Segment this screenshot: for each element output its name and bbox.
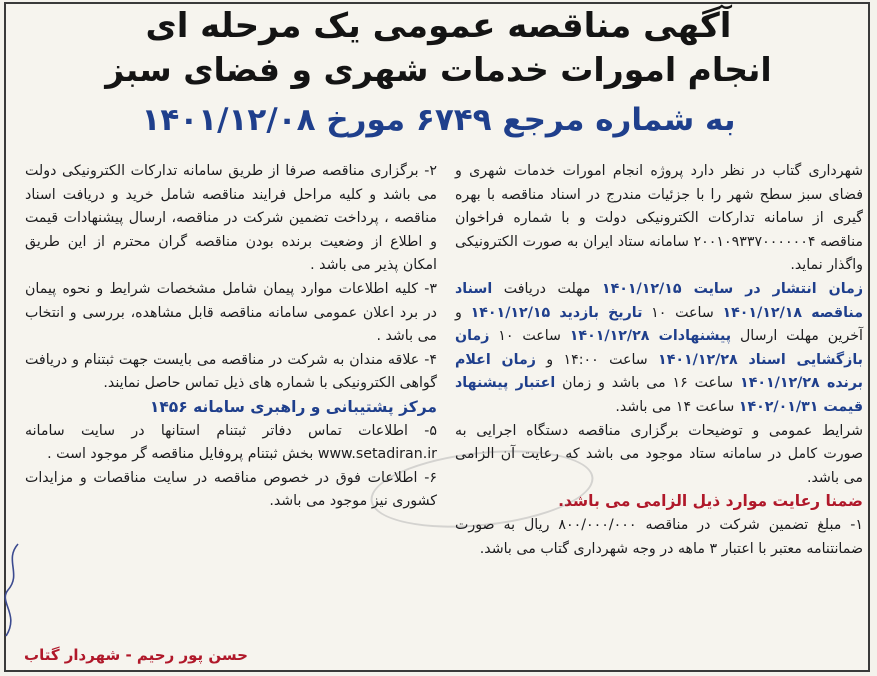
docs-deadline: اسناد مناقصه ۱۴۰۱/۱۲/۱۸ [455,280,863,321]
signature: حسن پور رحیم - شهردار گتاب [24,646,248,664]
opening-date: زمان بازگشایی اسناد ۱۴۰۱/۱۲/۲۸ [455,328,863,368]
deadline-text: و آخرین مهلت ارسال [455,304,863,345]
item-1: ۱- مبلغ تضمین شرکت در مناقصه ۸۰۰/۰۰۰/۰۰۰ ریال به صورت ضمانتنامه معتبر با اعتبار ۳ ماهه در وجه شهرداری گتاب می باشد. [455,516,863,557]
opening-text: ساعت ۱۴:۰۰ و [535,351,659,368]
visit-date: تاریخ بازدید ۱۴۰۱/۱۲/۱۵ [470,304,643,321]
intro-paragraph: شهرداری گتاب در نظر دارد پروژه انجام امورات خدمات شهری و فضای سبز سطح شهر را با جزئیات مندرج در اسناد مناقصه با بهره گیری از سامانه تدارکات الکترونیکی دولت و با شماره فراخوان مناقصه ۲۰۰۱۰۹۳۳۷۰۰۰۰۰۰۴ سامانه ستاد ایران به صورت الکترونیکی واگذار نماید. [455,163,863,274]
item-4: ۴- علاقه مندان به شرکت در مناقصه می بایست جهت ثبتنام و دریافت گواهی الکترونیکی با شماره های ذیل تماس حاصل نمایند. [25,351,437,392]
left-column [25,160,437,514]
notice-subtitle: انجام امورات خدمات شهری و فضای سبز [105,50,772,89]
validity-date: اعتبار پیشنهاد قیمت ۱۴۰۲/۰۱/۳۱ [455,375,863,415]
item-6: ۶- اطلاعات فوق در خصوص مناقصه در سایت مناقصات و مزایدات کشوری نیز موجود می باشد. [25,469,437,510]
docs-text: ساعت ۱۰ [642,304,723,321]
winner-text: ساعت ۱۶ می باشد و زمان [555,375,741,392]
conditions-paragraph: شرایط عمومی و توضیحات برگزاری مناقصه دستگاه اجرایی به صورت کامل در سامانه ستاد موجود می باشد که رعایت آن الزامی می باشد. [455,422,863,486]
item-2: ۲- برگزاری مناقصه صرفا از طریق سامانه تدارکات الکترونیکی دولت می باشد و کلیه مراحل فرایند مناقصه شامل خرید و دریافت اسناد مناقصه ، پرداخت تضمین شرکت در مناقصه، ارسال پیشنهادات قیمت و اطلاع از وضعیت برنده بودن مناقصه گران محترم از این طریق امکان پذیر می باشد . [25,163,437,274]
item-5: ۵- اطلاعات تماس دفاتر ثبتنام استانها در سایت سامانه www.setadiran.ir بخش ثبتنام پروفایل مناقصه گر موجود است . [25,422,437,463]
notice-title: آگهی مناقصه عمومی یک مرحله ای [145,6,732,46]
proposals-text: ساعت ۱۰ [489,328,570,345]
support-center-heading: مرکز پشتیبانی و راهبری سامانه ۱۴۵۶ [149,397,437,416]
proposals-deadline: پیشنهادات ۱۴۰۱/۱۲/۲۸ [569,328,732,345]
item-3: ۳- کلیه اطلاعات موارد پیمان شامل مشخصات شرایط و نحوه پیمان در برد اعلان عمومی سامانه مناقصه قابل مشاهده، بررسی و انتخاب می باشد . [25,280,437,345]
schedule-paragraph [455,278,863,420]
publish-date: زمان انتشار در سایت ۱۴۰۱/۱۲/۱۵ [601,280,863,297]
winner-date: زمان اعلام برنده ۱۴۰۱/۱۲/۲۸ [455,351,863,392]
pen-scribble-icon [0,540,24,640]
publish-text: مهلت دریافت [492,280,602,297]
reference-number: به شماره مرجع ۶۷۴۹ مورخ ۱۴۰۱/۱۲/۰۸ [141,102,736,138]
validity-text: ساعت ۱۴ می باشد. [615,398,739,415]
requirements-heading: ضمنا رعایت موارد ذیل الزامی می باشد. [558,492,863,511]
